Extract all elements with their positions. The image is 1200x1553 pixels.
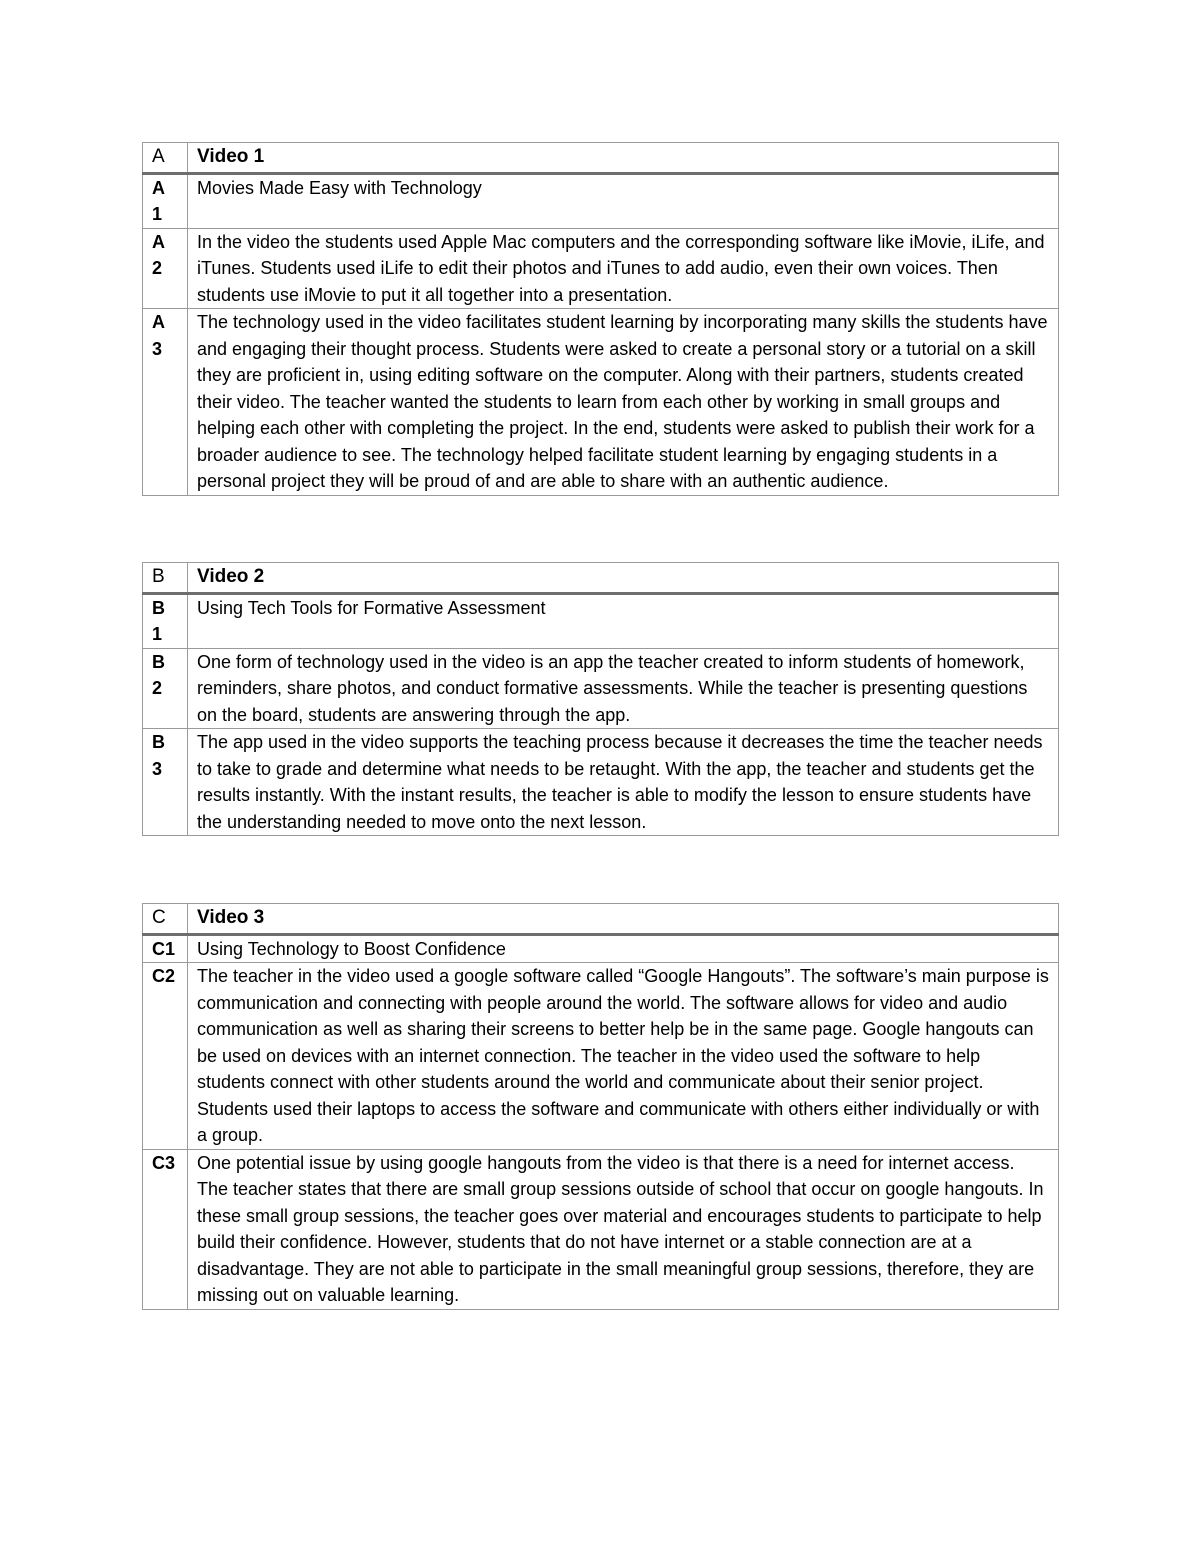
table-row [143, 934, 1059, 963]
table-row [143, 228, 1059, 309]
row-id: C3 [143, 1149, 188, 1309]
row-id: C1 [143, 934, 188, 963]
table-header-row [143, 904, 1059, 935]
row-text: The app used in the video supports the teaching process because it decreases the time the teacher needs to take to grade and determine what needs to be retaught. With the app, the teacher and students get the results instantly. With the instant results, the teacher is able to modify the lesson to ensure students have the understanding needed to move onto the next lesson. [188, 729, 1059, 836]
table-header-row [143, 563, 1059, 594]
table-row [143, 729, 1059, 836]
row-text: In the video the students used Apple Mac computers and the corresponding software like iMovie, iLife, and iTunes. Students used iLife to edit their photos and iTunes to add audio, even their own voices. Then students use iMovie to put it all together into a presentation. [188, 228, 1059, 309]
row-id: B 3 [143, 729, 188, 836]
section-letter: C [143, 904, 188, 935]
row-id: A 1 [143, 173, 188, 228]
table-row [143, 173, 1059, 228]
row-id: A 3 [143, 309, 188, 496]
video-3-table [142, 903, 1059, 1310]
row-text: One potential issue by using google hangouts from the video is that there is a need for internet access. The teacher states that there are small group sessions outside of school that occur on google hangouts. In these small group sessions, the teacher goes over material and encourages students to participate to help build their confidence. However, students that do not have internet or a stable connection are at a disadvantage. They are not able to participate in the small meaningful group sessions, therefore, they are missing out on valuable learning. [188, 1149, 1059, 1309]
table-header-row [143, 143, 1059, 174]
video-title: Video 2 [188, 563, 1059, 594]
video-name: Movies Made Easy with Technology [188, 173, 1059, 228]
video-1-table [142, 142, 1059, 496]
row-id: C2 [143, 963, 188, 1150]
table-row [143, 309, 1059, 496]
row-id: A 2 [143, 228, 188, 309]
video-name: Using Technology to Boost Confidence [188, 934, 1059, 963]
row-id: B 2 [143, 648, 188, 729]
video-title: Video 1 [188, 143, 1059, 174]
video-title: Video 3 [188, 904, 1059, 935]
video-name: Using Tech Tools for Formative Assessment [188, 593, 1059, 648]
video-2-table [142, 562, 1059, 836]
row-id: B 1 [143, 593, 188, 648]
table-row [143, 963, 1059, 1150]
section-letter: A [143, 143, 188, 174]
row-text: One form of technology used in the video is an app the teacher created to inform students of homework, reminders, share photos, and conduct formative assessments. While the teacher is presenting questions on the board, students are answering through the app. [188, 648, 1059, 729]
row-text: The teacher in the video used a google software called “Google Hangouts”. The software’s main purpose is communication and connecting with people around the world. The software allows for video and audio communication as well as sharing their screens to better help be in the same page. Google hangouts can be used on devices with an internet connection. The teacher in the video used the software to help students connect with other students around the world and communicate about their senior project. Students used their laptops to access the software and communicate with others either individually or with a group. [188, 963, 1059, 1150]
table-row [143, 648, 1059, 729]
table-row [143, 593, 1059, 648]
table-row [143, 1149, 1059, 1309]
row-text: The technology used in the video facilitates student learning by incorporating many skills the students have and engaging their thought process. Students were asked to create a personal story or a tutorial on a skill they are proficient in, using editing software on the computer. Along with their partners, students created their video. The teacher wanted the students to learn from each other by working in small groups and helping each other with completing the project. In the end, students were asked to publish their work for a broader audience to see. The technology helped facilitate student learning by engaging students in a personal project they will be proud of and are able to share with an authentic audience. [188, 309, 1059, 496]
section-letter: B [143, 563, 188, 594]
